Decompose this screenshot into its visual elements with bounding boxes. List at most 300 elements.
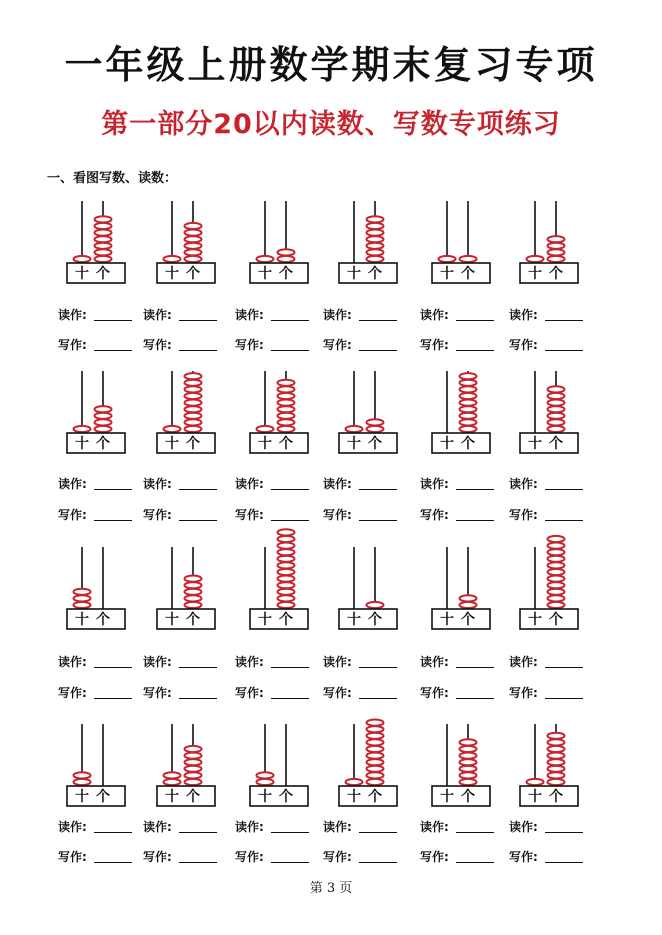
read-as-blank[interactable] xyxy=(456,667,494,668)
ones-bead xyxy=(278,595,295,601)
write-as-blank[interactable] xyxy=(545,698,583,699)
read-as-blank[interactable] xyxy=(94,320,132,321)
ones-bead xyxy=(460,380,477,386)
write-as-label: 写作: xyxy=(323,508,352,522)
write-as-blank[interactable] xyxy=(545,520,583,521)
read-as-blank[interactable] xyxy=(179,667,217,668)
ones-bead xyxy=(367,249,384,255)
ones-bead xyxy=(278,562,295,568)
tens-label: 十 xyxy=(347,789,361,805)
write-as-blank[interactable] xyxy=(456,862,494,863)
read-as-blank[interactable] xyxy=(545,667,583,668)
ones-bead xyxy=(95,236,112,242)
tens-bead xyxy=(74,602,91,608)
read-as-blank[interactable] xyxy=(545,489,583,490)
ones-label: 个 xyxy=(279,612,293,628)
ones-bead xyxy=(548,236,565,242)
abacus xyxy=(67,724,125,806)
abacus xyxy=(432,724,490,806)
ones-bead xyxy=(460,766,477,772)
ones-bead xyxy=(367,739,384,745)
ones-bead xyxy=(548,406,565,412)
ones-bead xyxy=(367,779,384,785)
ones-label: 个 xyxy=(96,436,110,452)
write-as-blank[interactable] xyxy=(271,350,309,351)
ones-bead xyxy=(95,223,112,229)
ones-bead xyxy=(185,223,202,229)
ones-bead xyxy=(185,419,202,425)
ones-bead xyxy=(185,380,202,386)
read-as-label: 读作: xyxy=(509,820,538,834)
ones-bead xyxy=(548,556,565,562)
ones-bead xyxy=(548,426,565,432)
ones-bead xyxy=(367,236,384,242)
ones-label: 个 xyxy=(549,612,563,628)
write-as-blank[interactable] xyxy=(271,520,309,521)
ones-bead xyxy=(460,373,477,379)
ones-bead xyxy=(548,243,565,249)
ones-label: 个 xyxy=(461,789,475,805)
ones-bead xyxy=(278,380,295,386)
write-as-blank[interactable] xyxy=(359,520,397,521)
ones-bead xyxy=(95,419,112,425)
ones-bead xyxy=(367,223,384,229)
read-as-label: 读作: xyxy=(323,308,352,322)
ones-bead xyxy=(367,426,384,432)
ones-bead xyxy=(185,576,202,582)
read-as-label: 读作: xyxy=(58,820,87,834)
read-as-blank[interactable] xyxy=(359,667,397,668)
ones-bead xyxy=(367,753,384,759)
ones-bead xyxy=(460,400,477,406)
read-as-blank[interactable] xyxy=(359,489,397,490)
ones-bead xyxy=(548,569,565,575)
write-as-blank[interactable] xyxy=(94,520,132,521)
read-as-blank[interactable] xyxy=(359,832,397,833)
read-as-label: 读作: xyxy=(235,477,264,491)
ones-bead xyxy=(278,426,295,432)
abacus xyxy=(157,371,215,453)
ones-bead xyxy=(548,733,565,739)
ones-bead xyxy=(278,582,295,588)
ones-label: 个 xyxy=(461,436,475,452)
ones-bead xyxy=(278,549,295,555)
ones-bead xyxy=(367,602,384,608)
ones-bead xyxy=(278,602,295,608)
ones-bead xyxy=(548,543,565,549)
write-as-label: 写作: xyxy=(420,338,449,352)
write-as-blank[interactable] xyxy=(179,862,217,863)
write-as-label: 写作: xyxy=(323,338,352,352)
tens-label: 十 xyxy=(528,436,542,452)
write-as-blank[interactable] xyxy=(545,350,583,351)
ones-bead xyxy=(95,406,112,412)
abacus xyxy=(67,547,125,629)
write-as-blank[interactable] xyxy=(94,698,132,699)
tens-bead xyxy=(74,595,91,601)
read-as-label: 读作: xyxy=(323,820,352,834)
ones-bead xyxy=(278,406,295,412)
write-as-label: 写作: xyxy=(420,686,449,700)
ones-bead xyxy=(95,230,112,236)
ones-bead xyxy=(548,576,565,582)
ones-bead xyxy=(95,249,112,255)
ones-bead xyxy=(367,726,384,732)
abacus xyxy=(520,371,578,453)
write-as-label: 写作: xyxy=(420,508,449,522)
read-as-blank[interactable] xyxy=(271,489,309,490)
abacus xyxy=(250,529,308,629)
ones-bead xyxy=(548,393,565,399)
ones-bead xyxy=(278,556,295,562)
ones-bead xyxy=(278,419,295,425)
read-as-blank[interactable] xyxy=(271,320,309,321)
ones-label: 个 xyxy=(279,266,293,282)
read-as-label: 读作: xyxy=(143,308,172,322)
section-subtitle: 第一部分20以内读数、写数专项练习 xyxy=(101,109,561,140)
ones-bead xyxy=(185,582,202,588)
read-as-label: 读作: xyxy=(58,477,87,491)
read-as-blank[interactable] xyxy=(456,320,494,321)
ones-bead xyxy=(185,772,202,778)
ones-bead xyxy=(95,243,112,249)
ones-label: 个 xyxy=(186,266,200,282)
ones-bead xyxy=(185,406,202,412)
write-as-label: 写作: xyxy=(235,338,264,352)
ones-bead xyxy=(548,536,565,542)
ones-label: 个 xyxy=(368,266,382,282)
read-as-blank[interactable] xyxy=(456,489,494,490)
read-as-blank[interactable] xyxy=(271,832,309,833)
ones-bead xyxy=(548,746,565,752)
ones-bead xyxy=(548,759,565,765)
ones-bead xyxy=(548,602,565,608)
ones-bead xyxy=(548,419,565,425)
read-as-label: 读作: xyxy=(420,477,449,491)
tens-label: 十 xyxy=(347,436,361,452)
abacus xyxy=(339,720,397,807)
ones-bead xyxy=(367,243,384,249)
ones-bead xyxy=(185,753,202,759)
tens-label: 十 xyxy=(258,789,272,805)
ones-bead xyxy=(460,772,477,778)
write-as-blank[interactable] xyxy=(359,698,397,699)
ones-label: 个 xyxy=(549,436,563,452)
tens-label: 十 xyxy=(528,789,542,805)
abacus xyxy=(520,201,578,283)
read-as-blank[interactable] xyxy=(271,667,309,668)
abacus xyxy=(432,547,490,629)
ones-bead xyxy=(460,386,477,392)
ones-bead xyxy=(185,595,202,601)
tens-label: 十 xyxy=(347,612,361,628)
ones-bead xyxy=(278,413,295,419)
tens-bead xyxy=(164,256,181,262)
ones-bead xyxy=(548,772,565,778)
ones-bead xyxy=(367,759,384,765)
tens-bead xyxy=(346,426,363,432)
ones-bead xyxy=(548,386,565,392)
read-as-blank[interactable] xyxy=(545,832,583,833)
ones-label: 个 xyxy=(368,436,382,452)
write-as-blank[interactable] xyxy=(456,698,494,699)
abacus xyxy=(339,547,397,629)
read-as-label: 读作: xyxy=(509,477,538,491)
tens-bead xyxy=(257,426,274,432)
tens-label: 十 xyxy=(528,612,542,628)
tens-label: 十 xyxy=(165,266,179,282)
exercise-heading: 一、看图写数、读数： xyxy=(47,171,178,186)
tens-bead xyxy=(74,772,91,778)
ones-bead xyxy=(95,256,112,262)
ones-bead xyxy=(548,753,565,759)
read-as-blank[interactable] xyxy=(359,320,397,321)
ones-label: 个 xyxy=(279,436,293,452)
ones-bead xyxy=(185,386,202,392)
read-as-label: 读作: xyxy=(235,655,264,669)
write-as-blank[interactable] xyxy=(179,698,217,699)
ones-bead xyxy=(278,589,295,595)
tens-bead xyxy=(527,779,544,785)
tens-label: 十 xyxy=(258,436,272,452)
write-as-blank[interactable] xyxy=(271,698,309,699)
ones-label: 个 xyxy=(96,612,110,628)
ones-bead xyxy=(278,393,295,399)
tens-label: 十 xyxy=(440,436,454,452)
write-as-label: 写作: xyxy=(509,850,538,864)
ones-bead xyxy=(460,759,477,765)
ones-bead xyxy=(460,406,477,412)
tens-label: 十 xyxy=(165,436,179,452)
read-as-blank[interactable] xyxy=(94,832,132,833)
tens-label: 十 xyxy=(258,612,272,628)
write-as-label: 写作: xyxy=(143,686,172,700)
ones-bead xyxy=(367,419,384,425)
write-as-blank[interactable] xyxy=(359,862,397,863)
read-as-label: 读作: xyxy=(235,308,264,322)
ones-bead xyxy=(548,582,565,588)
tens-bead xyxy=(439,256,456,262)
ones-bead xyxy=(278,529,295,535)
ones-bead xyxy=(278,543,295,549)
ones-bead xyxy=(185,393,202,399)
tens-label: 十 xyxy=(347,266,361,282)
ones-bead xyxy=(367,772,384,778)
write-as-blank[interactable] xyxy=(94,350,132,351)
ones-bead xyxy=(367,230,384,236)
ones-bead xyxy=(548,256,565,262)
abacus xyxy=(520,536,578,629)
ones-bead xyxy=(185,413,202,419)
abacus xyxy=(432,371,490,453)
write-as-label: 写作: xyxy=(58,338,87,352)
ones-label: 个 xyxy=(549,266,563,282)
read-as-label: 读作: xyxy=(58,655,87,669)
ones-label: 个 xyxy=(186,612,200,628)
write-as-blank[interactable] xyxy=(179,350,217,351)
tens-bead xyxy=(257,256,274,262)
tens-bead xyxy=(74,589,91,595)
abacus xyxy=(520,724,578,806)
write-as-blank[interactable] xyxy=(179,520,217,521)
write-as-label: 写作: xyxy=(235,508,264,522)
ones-bead xyxy=(460,739,477,745)
write-as-label: 写作: xyxy=(420,850,449,864)
read-as-blank[interactable] xyxy=(545,320,583,321)
ones-bead xyxy=(95,413,112,419)
ones-label: 个 xyxy=(186,436,200,452)
ones-bead xyxy=(185,602,202,608)
write-as-label: 写作: xyxy=(143,338,172,352)
ones-bead xyxy=(95,216,112,222)
tens-label: 十 xyxy=(440,612,454,628)
ones-bead xyxy=(460,426,477,432)
ones-label: 个 xyxy=(96,266,110,282)
ones-bead xyxy=(185,400,202,406)
abacus xyxy=(67,201,125,283)
read-as-label: 读作: xyxy=(420,308,449,322)
write-as-label: 写作: xyxy=(143,508,172,522)
read-as-label: 读作: xyxy=(420,655,449,669)
write-as-blank[interactable] xyxy=(359,350,397,351)
ones-bead xyxy=(460,753,477,759)
tens-bead xyxy=(527,256,544,262)
ones-bead xyxy=(185,230,202,236)
ones-bead xyxy=(460,393,477,399)
ones-bead xyxy=(548,589,565,595)
ones-label: 个 xyxy=(368,612,382,628)
ones-bead xyxy=(460,602,477,608)
read-as-label: 读作: xyxy=(420,820,449,834)
read-as-label: 读作: xyxy=(323,655,352,669)
ones-bead xyxy=(460,413,477,419)
abacus xyxy=(432,201,490,283)
read-as-label: 读作: xyxy=(143,655,172,669)
ones-bead xyxy=(185,236,202,242)
abacus xyxy=(250,201,308,283)
ones-bead xyxy=(278,569,295,575)
write-as-label: 写作: xyxy=(58,850,87,864)
ones-bead xyxy=(548,779,565,785)
write-as-blank[interactable] xyxy=(94,862,132,863)
ones-bead xyxy=(367,746,384,752)
ones-bead xyxy=(278,249,295,255)
abacus xyxy=(157,547,215,629)
write-as-label: 写作: xyxy=(509,686,538,700)
read-as-blank[interactable] xyxy=(179,832,217,833)
ones-bead xyxy=(185,256,202,262)
ones-bead xyxy=(185,373,202,379)
ones-bead xyxy=(185,426,202,432)
tens-label: 十 xyxy=(75,436,89,452)
write-as-label: 写作: xyxy=(235,850,264,864)
tens-bead xyxy=(164,779,181,785)
tens-label: 十 xyxy=(440,266,454,282)
ones-label: 个 xyxy=(96,789,110,805)
ones-bead xyxy=(460,779,477,785)
abacus xyxy=(339,201,397,283)
ones-bead xyxy=(278,256,295,262)
page-number: 第 3 页 xyxy=(309,881,353,896)
abacus xyxy=(339,371,397,453)
ones-label: 个 xyxy=(549,789,563,805)
ones-bead xyxy=(548,249,565,255)
ones-bead xyxy=(548,562,565,568)
ones-bead xyxy=(185,243,202,249)
write-as-label: 写作: xyxy=(323,686,352,700)
read-as-label: 读作: xyxy=(509,655,538,669)
ones-bead xyxy=(548,549,565,555)
ones-bead xyxy=(460,595,477,601)
read-as-blank[interactable] xyxy=(94,489,132,490)
ones-label: 个 xyxy=(279,789,293,805)
read-as-label: 读作: xyxy=(58,308,87,322)
ones-bead xyxy=(548,400,565,406)
read-as-blank[interactable] xyxy=(456,832,494,833)
write-as-label: 写作: xyxy=(58,686,87,700)
tens-bead xyxy=(74,779,91,785)
ones-bead xyxy=(278,386,295,392)
tens-bead xyxy=(164,426,181,432)
tens-label: 十 xyxy=(440,789,454,805)
write-as-blank[interactable] xyxy=(456,350,494,351)
tens-bead xyxy=(257,772,274,778)
ones-bead xyxy=(460,746,477,752)
tens-label: 十 xyxy=(75,789,89,805)
tens-bead xyxy=(346,779,363,785)
ones-label: 个 xyxy=(461,612,475,628)
tens-bead xyxy=(257,779,274,785)
ones-bead xyxy=(185,759,202,765)
abacus xyxy=(157,201,215,283)
write-as-blank[interactable] xyxy=(456,520,494,521)
read-as-label: 读作: xyxy=(143,477,172,491)
ones-bead xyxy=(367,720,384,726)
write-as-label: 写作: xyxy=(509,508,538,522)
ones-bead xyxy=(460,419,477,425)
read-as-blank[interactable] xyxy=(94,667,132,668)
tens-label: 十 xyxy=(75,612,89,628)
write-as-label: 写作: xyxy=(323,850,352,864)
page-title: 一年级上册数学期末复习专项 xyxy=(64,43,598,87)
ones-bead xyxy=(548,739,565,745)
abacus xyxy=(67,371,125,453)
tens-bead xyxy=(74,426,91,432)
ones-bead xyxy=(278,576,295,582)
write-as-blank[interactable] xyxy=(545,862,583,863)
read-as-label: 读作: xyxy=(323,477,352,491)
ones-bead xyxy=(548,413,565,419)
ones-label: 个 xyxy=(186,789,200,805)
write-as-blank[interactable] xyxy=(271,862,309,863)
write-as-label: 写作: xyxy=(235,686,264,700)
ones-bead xyxy=(367,256,384,262)
tens-label: 十 xyxy=(75,266,89,282)
read-as-blank[interactable] xyxy=(179,489,217,490)
read-as-blank[interactable] xyxy=(179,320,217,321)
tens-label: 十 xyxy=(165,612,179,628)
ones-bead xyxy=(367,766,384,772)
write-as-label: 写作: xyxy=(509,338,538,352)
ones-bead xyxy=(367,733,384,739)
ones-bead xyxy=(460,256,477,262)
ones-bead xyxy=(367,216,384,222)
write-as-label: 写作: xyxy=(143,850,172,864)
ones-bead xyxy=(185,746,202,752)
ones-bead xyxy=(278,400,295,406)
read-as-label: 读作: xyxy=(235,820,264,834)
ones-bead xyxy=(185,249,202,255)
